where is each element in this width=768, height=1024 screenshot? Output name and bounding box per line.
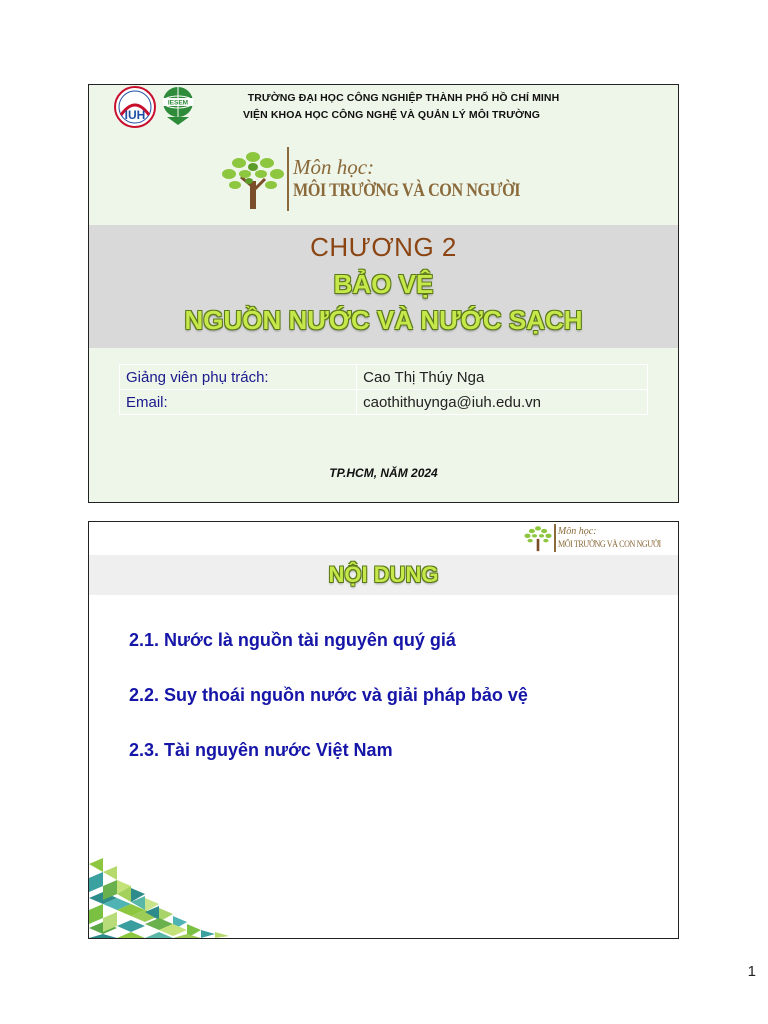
course-brand-small	[522, 524, 672, 552]
chapter-title-line-1: BẢO VỆ	[333, 269, 434, 299]
svg-text:IUH: IUH	[124, 108, 146, 122]
info-label: Giảng viên phụ trách:	[120, 365, 357, 390]
lecturer-name: Cao Thị Thúy Nga	[357, 365, 648, 390]
list-item: 2.3. Tài nguyên nước Việt Nam	[129, 740, 393, 760]
contents-heading: NỘI DUNG	[328, 562, 439, 587]
place-date: TP.HCM, NĂM 2024	[329, 466, 438, 480]
course-brand	[219, 147, 560, 211]
info-label: Email:	[120, 390, 357, 415]
brand-course-name: MÔI TRƯỜNG VÀ CON NGƯỜI	[293, 180, 521, 201]
brand-label: Môn học:	[557, 526, 597, 537]
table-row	[120, 390, 648, 415]
contents-heading-band	[89, 555, 678, 595]
table-row	[120, 365, 648, 390]
list-item: 2.2. Suy thoái nguồn nước và giải pháp bảo vệ	[129, 685, 528, 705]
svg-text:IESEM: IESEM	[167, 99, 189, 107]
university-name: TRƯỜNG ĐẠI HỌC CÔNG NGHIỆP THÀNH PHỐ HỒ CHÍ MINH	[247, 92, 560, 104]
list-item: 2.1. Nước là nguồn tài nguyên quý giá	[129, 630, 456, 650]
chapter-title-line-2: NGUỒN NƯỚC VÀ NƯỚC SẠCH	[184, 305, 583, 335]
chapter-label: CHƯƠNG 2	[310, 232, 457, 262]
chapter-title-band	[89, 225, 678, 348]
lecturer-email: caothithuynga@iuh.edu.vn	[357, 390, 648, 415]
brand-course-name: MÔI TRƯỜNG VÀ CON NGƯỜI	[557, 539, 661, 549]
brand-label: Môn học:	[293, 155, 375, 179]
title-slide	[88, 84, 679, 503]
page-number: 1	[747, 963, 756, 980]
lecturer-info-table	[119, 364, 648, 415]
decorative-mosaic	[89, 858, 249, 938]
institute-name: VIỆN KHOA HỌC CÔNG NGHỆ VÀ QUẢN LÝ MÔI TRƯỜNG	[242, 109, 541, 121]
contents-slide	[88, 521, 679, 939]
tree-icon	[219, 147, 287, 211]
tree-icon	[522, 524, 554, 552]
